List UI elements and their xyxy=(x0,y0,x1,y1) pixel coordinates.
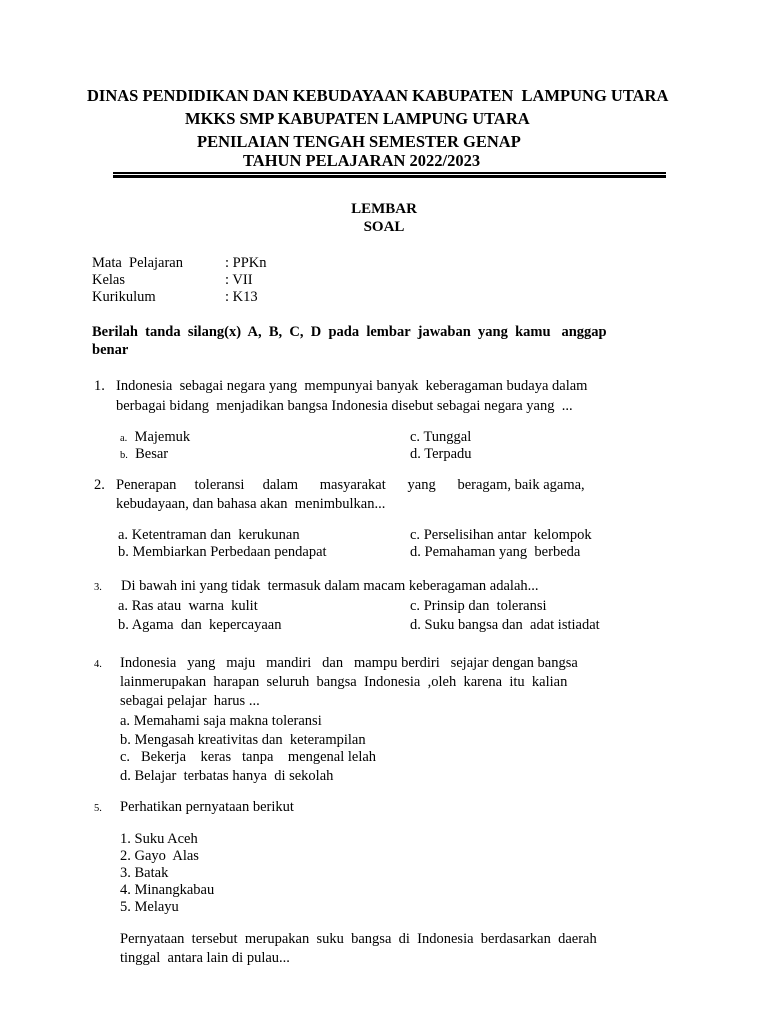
question-4-text-line3: sebagai pelajar harus ... xyxy=(120,693,260,709)
question-4-number: 4. xyxy=(94,659,102,670)
question-5-list-item: 4. Minangkabau xyxy=(120,882,215,898)
question-5-list-item: 5. Melayu xyxy=(120,899,179,915)
info-value-subject: : PPKn xyxy=(225,255,267,271)
question-1-number: 1. xyxy=(94,378,105,394)
question-2-option-c: c. Perselisihan antar kelompok xyxy=(410,527,592,543)
question-2-number: 2. xyxy=(94,477,105,493)
header-rule-bottom xyxy=(113,175,666,178)
question-2-text-line1: Penerapan toleransi dalam masyarakat yang beragam, baik agama, xyxy=(116,477,585,493)
question-3-option-c: c. Prinsip dan toleransi xyxy=(410,598,547,614)
question-4-text-line1: Indonesia yang maju mandiri dan mampu berdiri sejajar dengan bangsa xyxy=(120,655,578,671)
question-2-option-b: b. Membiarkan Perbedaan pendapat xyxy=(118,544,327,560)
question-1-option-b: b. Besar xyxy=(120,446,169,462)
question-2-text-line2: kebudayaan, dan bahasa akan menimbulkan... xyxy=(116,496,386,512)
header-mkks: MKKS SMP KABUPATEN LAMPUNG UTARA xyxy=(185,109,530,128)
doc-title-line1: LEMBAR xyxy=(351,201,417,217)
instruction-line1: Berilah tanda silang(x) A, B, C, D pada lembar jawaban yang kamu anggap xyxy=(92,324,607,340)
question-1-option-d: d. Terpadu xyxy=(410,446,472,462)
question-5-closing-line1: Pernyataan tersebut merupakan suku bangsa di Indonesia berdasarkan daerah xyxy=(120,931,597,947)
question-2-option-a: a. Ketentraman dan kerukunan xyxy=(118,527,300,543)
header-assessment: PENILAIAN TENGAH SEMESTER GENAP xyxy=(197,132,521,151)
info-label-class: Kelas xyxy=(92,272,126,288)
question-3-option-a: a. Ras atau warna kulit xyxy=(118,598,258,614)
question-1-text-line2: berbagai bidang menjadikan bangsa Indonesia disebut sebagai negara yang ... xyxy=(116,398,573,414)
question-4-option-b: b. Mengasah kreativitas dan keterampilan xyxy=(120,732,366,748)
question-5-list-item: 2. Gayo Alas xyxy=(120,848,199,864)
question-5-list-item: 1. Suku Aceh xyxy=(120,831,198,847)
question-1-option-c: c. Tunggal xyxy=(410,429,472,445)
question-5-text-line1: Perhatikan pernyataan berikut xyxy=(120,799,294,815)
instruction-line2: benar xyxy=(92,342,129,358)
info-label-curriculum: Kurikulum xyxy=(92,289,156,305)
info-label-subject: Mata Pelajaran xyxy=(92,255,183,271)
info-value-class: : VII xyxy=(225,272,253,288)
question-5-list-item: 3. Batak xyxy=(120,865,169,881)
question-4-option-a: a. Memahami saja makna toleransi xyxy=(120,713,322,729)
question-4-text-line2: lainmerupakan harapan seluruh bangsa Indonesia ,oleh karena itu kalian xyxy=(120,674,568,690)
header-rule-top xyxy=(113,172,666,174)
question-1-option-a: a. Majemuk xyxy=(120,429,191,445)
question-4-option-d: d. Belajar terbatas hanya di sekolah xyxy=(120,768,334,784)
question-3-number: 3. xyxy=(94,582,102,593)
question-4-option-c: c. Bekerja keras tanpa mengenal lelah xyxy=(120,749,377,765)
question-1-text-line1: Indonesia sebagai negara yang mempunyai banyak keberagaman budaya dalam xyxy=(116,378,588,394)
question-2-option-d: d. Pemahaman yang berbeda xyxy=(410,544,581,560)
doc-title-line2: SOAL xyxy=(363,219,405,235)
question-3-option-b: b. Agama dan kepercayaan xyxy=(118,617,282,633)
question-3-option-d: d. Suku bangsa dan adat istiadat xyxy=(410,617,600,633)
header-year: TAHUN PELAJARAN 2022/2023 xyxy=(243,151,481,170)
header-agency: DINAS PENDIDIKAN DAN KEBUDAYAAN KABUPATEN LAMPUNG UTARA xyxy=(87,86,669,105)
question-3-text-line1: Di bawah ini yang tidak termasuk dalam macam keberagaman adalah... xyxy=(121,578,539,594)
question-5-closing-line2: tinggal antara lain di pulau... xyxy=(120,950,290,966)
question-5-number: 5. xyxy=(94,803,102,814)
info-value-curriculum: : K13 xyxy=(225,289,258,305)
